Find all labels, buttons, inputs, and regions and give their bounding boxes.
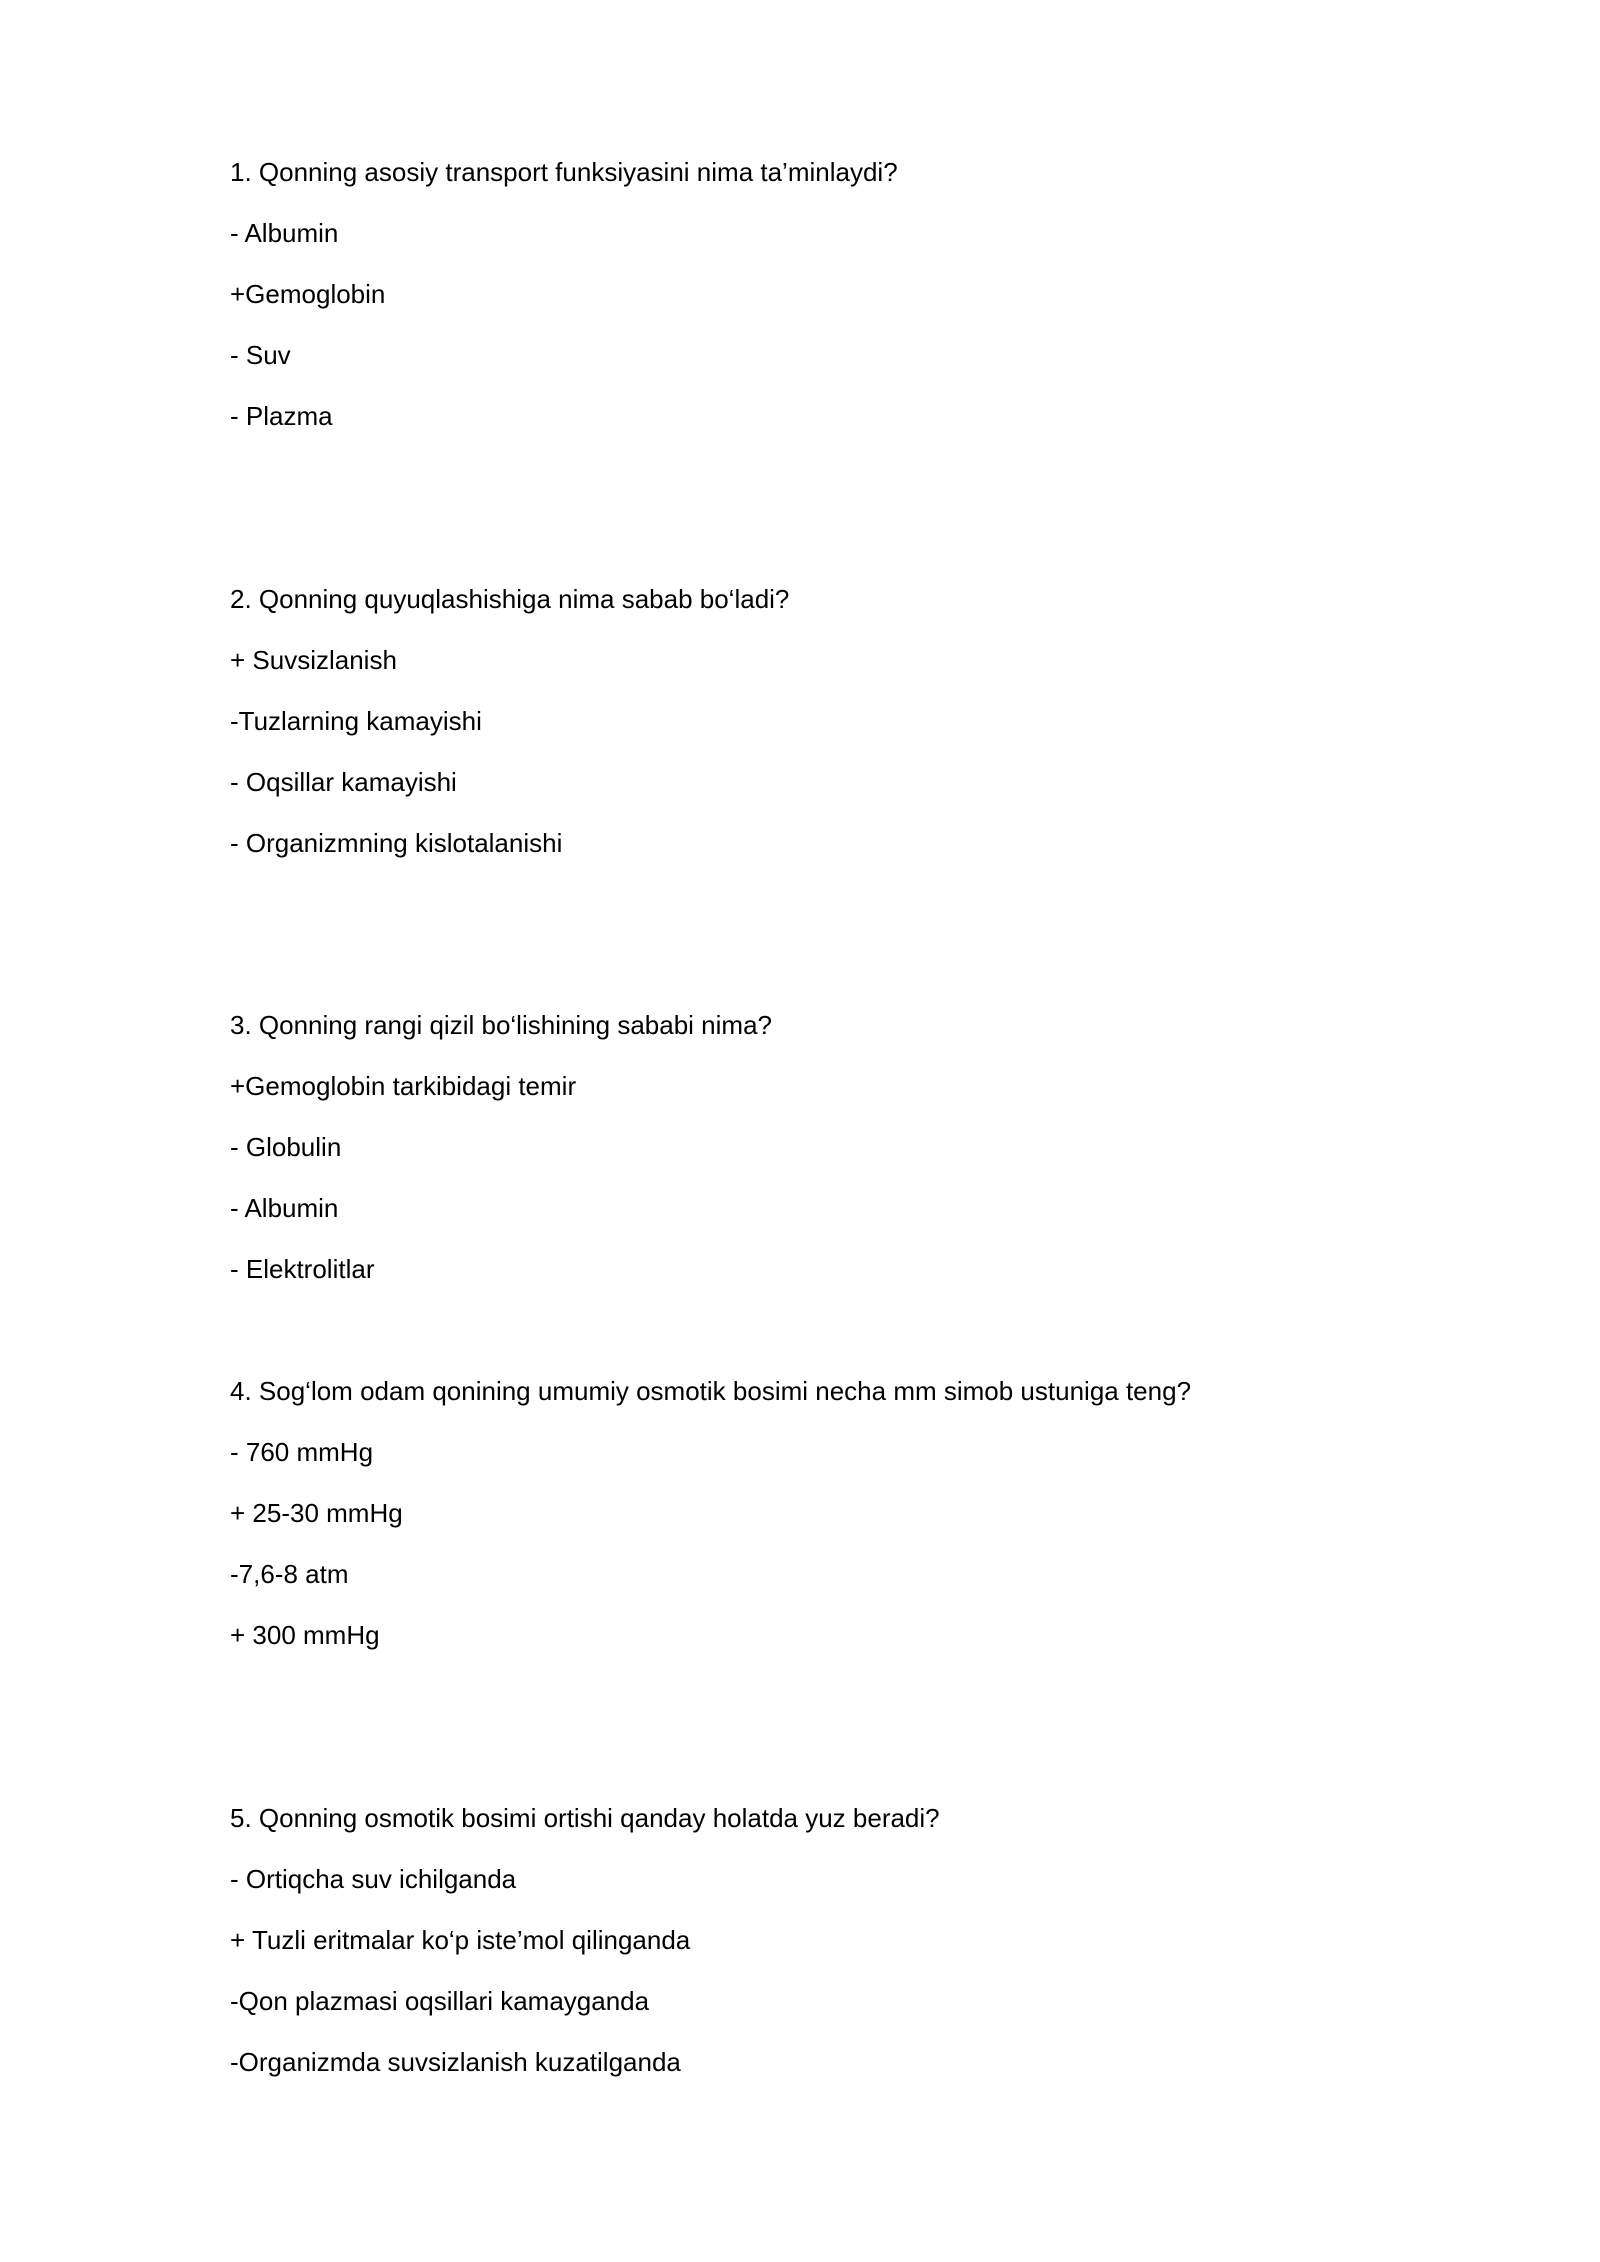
question-4-prompt: 4. Sog‘lom odam qonining umumiy osmotik bosimi necha mm simob ustuniga teng? [230,1376,1192,1406]
question-5-option-2: + Tuzli eritmalar ko‘p iste’mol qilinganda [230,1925,691,1955]
question-3-option-1: +Gemoglobin tarkibidagi temir [230,1071,577,1101]
question-4-option-3: -7,6-8 atm [230,1559,349,1589]
question-5-option-3: -Qon plazmasi oqsillari kamayganda [230,1986,650,2016]
question-5-prompt: 5. Qonning osmotik bosimi ortishi qanday holatda yuz beradi? [230,1803,940,1833]
question-1-option-4: - Plazma [230,401,333,431]
question-3-prompt: 3. Qonning rangi qizil bo‘lishining sababi nima? [230,1010,773,1040]
question-4-option-2: + 25-30 mmHg [230,1498,403,1528]
question-3-option-3: - Albumin [230,1193,339,1223]
question-2-option-3: - Oqsillar kamayishi [230,767,457,797]
question-4-option-1: - 760 mmHg [230,1437,374,1467]
question-2-option-1: + Suvsizlanish [230,645,397,675]
question-4-option-4: + 300 mmHg [230,1620,380,1650]
question-5-option-4: -Organizmda suvsizlanish kuzatilganda [230,2047,681,2077]
question-2-option-2: -Tuzlarning kamayishi [230,706,482,736]
question-3-option-2: - Globulin [230,1132,342,1162]
question-5-option-1: - Ortiqcha suv ichilganda [230,1864,517,1894]
question-1-option-3: - Suv [230,340,291,370]
question-1-option-2: +Gemoglobin [230,279,386,309]
question-2-option-4: - Organizmning kislotalanishi [230,828,563,858]
question-1-option-1: - Albumin [230,218,339,248]
question-3-option-4: - Elektrolitlar [230,1254,375,1284]
question-2-prompt: 2. Qonning quyuqlashishiga nima sabab bo‘ladi? [230,584,790,614]
question-1-prompt: 1. Qonning asosiy transport funksiyasini nima ta’minlaydi? [230,157,898,187]
